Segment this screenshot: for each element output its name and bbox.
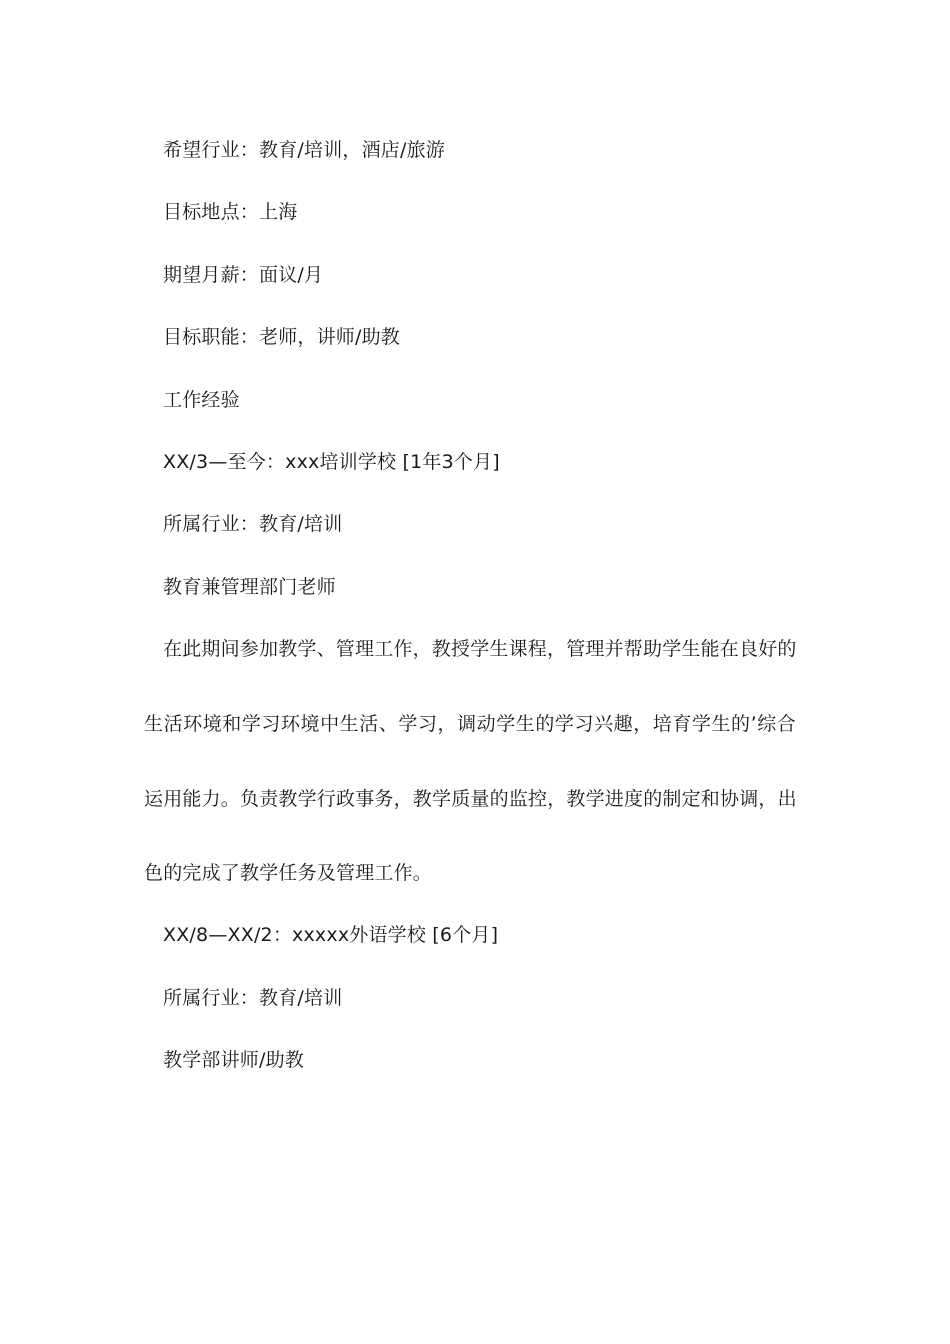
job-1-period: XX/3—至今：xxx培训学校 [1年3个月] bbox=[163, 451, 500, 473]
target-location: 目标地点：上海 bbox=[163, 201, 298, 223]
job-1-description-line-3: 运用能力。负责教学行政事务，教学质量的监控，教学进度的制定和协调，出 bbox=[144, 788, 797, 810]
job-1-industry: 所属行业：教育/培训 bbox=[163, 513, 343, 535]
job-2-industry: 所属行业：教育/培训 bbox=[163, 987, 343, 1009]
job-2-period: XX/8—XX/2：xxxxx外语学校 [6个月] bbox=[163, 924, 499, 946]
target-industry: 希望行业：教育/培训，酒店/旅游 bbox=[163, 139, 446, 161]
job-1-description-line-2: 生活环境和学习环境中生活、学习，调动学生的学习兴趣，培育学生的’综合 bbox=[144, 713, 796, 735]
job-2-position: 教学部讲师/助教 bbox=[163, 1049, 305, 1071]
section-title-work-experience: 工作经验 bbox=[163, 389, 240, 411]
target-salary: 期望月薪：面议/月 bbox=[163, 264, 324, 286]
target-function: 目标职能：老师，讲师/助教 bbox=[163, 326, 401, 348]
job-1-position: 教育兼管理部门老师 bbox=[163, 576, 336, 598]
job-1-description-line-1: 在此期间参加教学、管理工作，教授学生课程，管理并帮助学生能在良好的 bbox=[163, 638, 797, 660]
job-1-description-line-4: 色的完成了教学任务及管理工作。 bbox=[144, 862, 433, 884]
